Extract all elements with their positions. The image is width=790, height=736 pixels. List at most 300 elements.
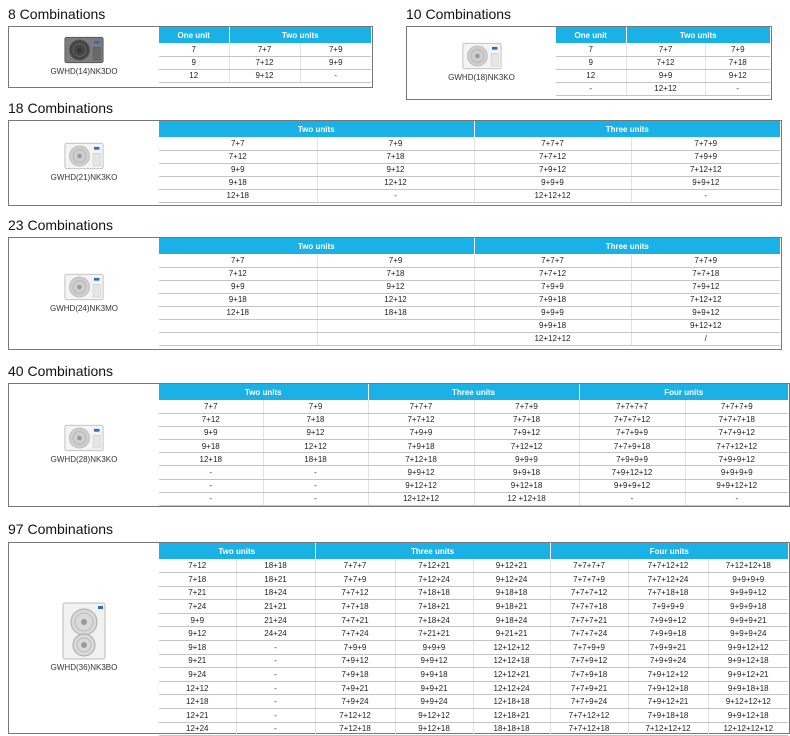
combination-cell: 7+9	[705, 43, 770, 56]
combination-cell: 7+12+21	[395, 559, 473, 573]
combination-cell: 7+7+7+24	[550, 627, 628, 641]
combination-cell: 7+9+12	[474, 163, 631, 176]
model-name: GWHD(18)NK3KO	[448, 73, 515, 82]
combination-cell: 12	[159, 69, 229, 82]
column-group-header: Three units	[315, 543, 550, 559]
combination-cell: 18+24	[236, 586, 315, 600]
combination-cell: 9+9+18	[474, 319, 631, 332]
combination-cell: 9+9+12+12	[685, 479, 788, 492]
combination-cell: 7+9+9+9	[579, 453, 685, 466]
combination-cell: 9+9+12	[631, 306, 780, 319]
table-row	[159, 466, 788, 479]
outdoor-unit-icon	[9, 273, 159, 301]
table-row	[159, 69, 371, 82]
combination-cell: 7+7+9	[474, 400, 579, 413]
combination-cell: 9+12+21	[473, 559, 550, 573]
combination-cell: 7+9+12+18	[628, 681, 708, 695]
combination-cell: 9+9+12	[368, 466, 474, 479]
combination-cell: 9+21	[159, 654, 236, 668]
combination-cell: 9+12	[705, 69, 770, 82]
unit-panel	[9, 543, 159, 733]
column-group-header: Three units	[474, 238, 780, 254]
table-row	[159, 56, 371, 69]
combination-cell: 7+7+12	[315, 586, 395, 600]
combination-cell: 9+12	[317, 280, 474, 293]
combination-cell: -	[236, 641, 315, 655]
combination-cell: 9+21+21	[473, 627, 550, 641]
combination-cell: -	[263, 492, 368, 505]
combination-cell: 7+7+12+12	[685, 440, 788, 453]
combination-cell: 7+7+18	[474, 413, 579, 426]
table-row	[159, 332, 780, 345]
table-row	[159, 492, 788, 505]
combination-cell: -	[236, 668, 315, 682]
combination-cell: 7+9+9+12	[685, 453, 788, 466]
combination-cell: 9+9	[159, 280, 317, 293]
combination-cell: 7+7+7+7	[579, 400, 685, 413]
combination-cell: 7+7+7+18	[685, 413, 788, 426]
combination-cell: -	[159, 492, 263, 505]
table-row	[159, 668, 788, 682]
section-title: 40 Combinations	[8, 363, 114, 379]
column-group-header: One unit	[159, 27, 229, 43]
combination-cell: 12+12+24	[473, 681, 550, 695]
combination-cell: 7+7+7+12	[550, 586, 628, 600]
section-title: 97 Combinations	[8, 521, 114, 537]
table-row	[159, 319, 780, 332]
table-row	[159, 163, 780, 176]
combination-cell: 12+12+12	[474, 189, 631, 202]
combination-block	[406, 26, 772, 100]
header-row	[159, 27, 371, 43]
table-row	[159, 709, 788, 723]
combination-cell: 9+9+9+24	[708, 627, 788, 641]
combination-cell: 7+12	[159, 559, 236, 573]
combination-cell: 9+9+18	[395, 668, 473, 682]
header-row	[556, 27, 770, 43]
combination-cell: 7+9+9+24	[628, 654, 708, 668]
combination-cell: 7+9	[317, 137, 474, 150]
combination-cell: 7+12+12	[474, 440, 579, 453]
table-row	[556, 82, 770, 95]
combination-cell: 7+7+9+12	[550, 654, 628, 668]
table-row	[159, 627, 788, 641]
combination-cell: 9+18	[159, 293, 317, 306]
table-row	[159, 400, 788, 413]
combination-cell: 12	[556, 69, 626, 82]
combination-cell: 21+24	[236, 613, 315, 627]
combination-cell: 7+7+9+18	[579, 440, 685, 453]
combination-cell: 7+9+9+9	[628, 600, 708, 614]
combination-cell: 7+12+18	[368, 453, 474, 466]
combination-cell: 7+7	[626, 43, 705, 56]
combination-cell: 9+9+9+12	[708, 586, 788, 600]
table-row	[159, 43, 371, 56]
combination-cell: 12+12	[317, 176, 474, 189]
combination-cell: 9+12+24	[473, 573, 550, 587]
table-row	[159, 559, 788, 573]
combination-cell: 7+12+12+12	[628, 722, 708, 736]
combination-cell: 7+7	[229, 43, 300, 56]
table-row	[159, 600, 788, 614]
unit-panel	[9, 384, 159, 506]
combination-cell: 7+7+9	[631, 137, 780, 150]
unit-panel	[407, 27, 556, 99]
combination-cell: 7+7+24	[315, 627, 395, 641]
combination-cell: 7+9+12	[315, 654, 395, 668]
combination-cell: -	[236, 654, 315, 668]
combination-cell: 7+7+18+18	[628, 586, 708, 600]
section-title: 8 Combinations	[8, 6, 106, 22]
combination-block	[8, 120, 782, 206]
combination-cell: 24+24	[236, 627, 315, 641]
combination-cell: 7+12	[229, 56, 300, 69]
combination-block	[8, 542, 790, 734]
combination-cell: 7+9+18	[368, 440, 474, 453]
combination-cell: 7+7+7+18	[550, 600, 628, 614]
table-row	[159, 440, 788, 453]
model-name: GWHD(14)NK3DO	[50, 67, 118, 76]
combination-cell: 9	[159, 56, 229, 69]
combination-cell	[159, 332, 317, 345]
table-row	[556, 43, 770, 56]
combination-cell: /	[631, 332, 780, 345]
combination-cell: 7+7+18	[631, 267, 780, 280]
combination-cell: 9	[556, 56, 626, 69]
combination-cell: 12+12+12	[474, 332, 631, 345]
combination-cell: 9+9	[300, 56, 371, 69]
combination-cell: 9+9	[159, 163, 317, 176]
combination-cell: 21+21	[236, 600, 315, 614]
combination-cell: 7+18	[317, 267, 474, 280]
section-title: 23 Combinations	[8, 217, 114, 233]
column-group-header: Four units	[579, 384, 788, 400]
table-row	[159, 254, 780, 267]
combination-block	[8, 237, 782, 350]
combination-cell: 9+9+18+18	[708, 681, 788, 695]
combination-cell: 7+7+9+24	[550, 695, 628, 709]
combination-cell: 9+9	[626, 69, 705, 82]
combination-cell: 7+7+7	[315, 559, 395, 573]
header-row	[159, 384, 788, 400]
column-group-header: One unit	[556, 27, 626, 43]
combination-cell: 18+18+18	[473, 722, 550, 736]
combination-cell: -	[236, 695, 315, 709]
combination-table	[159, 27, 371, 83]
combination-cell: 7+7+9+9	[550, 641, 628, 655]
combination-cell: 9+9+12	[395, 654, 473, 668]
combination-cell: 7+9+12+12	[579, 466, 685, 479]
combination-cell: 9+9+9	[474, 176, 631, 189]
combination-cell: 9+9+9	[395, 641, 473, 655]
combination-cell: 12+12	[626, 82, 705, 95]
combination-cell: 7+9+24	[315, 695, 395, 709]
table-row	[159, 137, 780, 150]
combination-cell: 9+9+9	[474, 306, 631, 319]
combination-cell: 7+9	[300, 43, 371, 56]
combination-cell: 7+7+9+12	[685, 426, 788, 439]
table-row	[159, 267, 780, 280]
combination-cell: -	[579, 492, 685, 505]
combination-cell: 7+7	[159, 400, 263, 413]
combination-cell: 7+24	[159, 600, 236, 614]
combination-cell: 9+9+12+21	[708, 668, 788, 682]
combination-cell: 12+18	[159, 453, 263, 466]
table-row	[159, 150, 780, 163]
combination-cell: 7+12	[159, 413, 263, 426]
combination-cell: 9+9+9+9	[708, 573, 788, 587]
combination-cell: 7+9	[263, 400, 368, 413]
table-row	[159, 586, 788, 600]
combination-cell: 9+18	[159, 176, 317, 189]
combination-cell: -	[159, 479, 263, 492]
combination-cell: -	[631, 189, 780, 202]
combination-cell: 18+21	[236, 573, 315, 587]
combination-cell: 7+7+18	[315, 600, 395, 614]
combination-cell: 9+9+12+12	[708, 641, 788, 655]
combination-cell: 7+7+21	[315, 613, 395, 627]
section-title: 18 Combinations	[8, 100, 114, 116]
combination-cell: 9+9+9	[474, 453, 579, 466]
combination-table	[556, 27, 770, 96]
combination-cell: 12+12	[317, 293, 474, 306]
combination-cell: 9+12+12	[368, 479, 474, 492]
table-row	[159, 695, 788, 709]
combination-cell: 12+24	[159, 722, 236, 736]
unit-panel	[9, 27, 159, 87]
combination-cell: 7+12+12+18	[708, 559, 788, 573]
column-group-header: Two units	[159, 543, 315, 559]
combination-cell: 9+9	[159, 426, 263, 439]
combination-cell: 7+7+7	[474, 254, 631, 267]
combination-cell: -	[263, 479, 368, 492]
outdoor-unit-icon	[407, 42, 556, 70]
combination-cell: 7+9+18+18	[628, 709, 708, 723]
unit-panel	[9, 238, 159, 349]
combination-cell: 12+18	[159, 695, 236, 709]
table-row	[159, 681, 788, 695]
combination-cell: 9+9+9+21	[708, 613, 788, 627]
combination-cell: -	[263, 466, 368, 479]
combination-cell: 12+18	[159, 189, 317, 202]
column-group-header: Two units	[159, 238, 474, 254]
combination-cell: 7+21+21	[395, 627, 473, 641]
combination-cell: 7+9+9+12	[628, 613, 708, 627]
combination-cell: 9+12+12+12	[708, 695, 788, 709]
header-row	[159, 121, 780, 137]
combination-block	[8, 383, 790, 507]
combination-cell: 9+9	[159, 613, 236, 627]
combination-cell: 7+18	[263, 413, 368, 426]
table-row	[159, 293, 780, 306]
table-row	[159, 280, 780, 293]
combination-cell: 7+7+9+9	[579, 426, 685, 439]
unit-panel	[9, 121, 159, 205]
combination-cell: 7+9+9	[474, 280, 631, 293]
combination-cell: 7+18+24	[395, 613, 473, 627]
combination-cell: 7+7+12	[474, 267, 631, 280]
combination-block	[8, 26, 373, 88]
combination-cell: 12+12+21	[473, 668, 550, 682]
combination-cell: -	[236, 722, 315, 736]
combination-cell: 7+7+9	[315, 573, 395, 587]
combination-cell: 7+18+18	[395, 586, 473, 600]
combination-cell: 9+9+24	[395, 695, 473, 709]
combination-cell: 7+7+7+7	[550, 559, 628, 573]
header-row	[159, 543, 788, 559]
combination-cell: 7+9	[317, 254, 474, 267]
combination-cell: 7+12+24	[395, 573, 473, 587]
combination-cell: 9+18	[159, 641, 236, 655]
table-row	[159, 306, 780, 319]
combination-cell: 7	[556, 43, 626, 56]
combination-cell: 12+12+12	[368, 492, 474, 505]
combination-cell: 7+12	[159, 150, 317, 163]
combination-cell: 7+12+12	[631, 293, 780, 306]
combination-cell: 7+9+9+21	[628, 641, 708, 655]
combination-cell: -	[685, 492, 788, 505]
column-group-header: Three units	[474, 121, 780, 137]
combination-cell: 9+12	[317, 163, 474, 176]
combination-cell: 7+7+9+18	[550, 668, 628, 682]
combination-cell	[317, 332, 474, 345]
model-name: GWHD(36)NK3BO	[50, 663, 118, 672]
combination-cell: 7+9+21	[315, 681, 395, 695]
combination-cell: 7+7+12	[474, 150, 631, 163]
combination-table	[159, 121, 780, 203]
table-row	[159, 413, 788, 426]
header-row	[159, 238, 780, 254]
combination-table	[159, 238, 780, 346]
combination-cell: 7+9+9	[315, 641, 395, 655]
combination-cell: 7+7+7+9	[685, 400, 788, 413]
combination-cell: 9+9+21	[395, 681, 473, 695]
combination-cell: 7+12+12	[631, 163, 780, 176]
combination-cell: 9+9+9+12	[579, 479, 685, 492]
combination-cell: 7+18	[159, 573, 236, 587]
combination-cell: -	[236, 709, 315, 723]
combination-cell: 12+12+12	[473, 641, 550, 655]
combination-cell: 9+9+9+9	[685, 466, 788, 479]
combination-cell: 12+18+18	[473, 695, 550, 709]
combination-cell	[159, 319, 317, 332]
combination-cell: 7	[159, 43, 229, 56]
outdoor-unit-dark-icon	[9, 36, 159, 64]
combination-cell: 7+12+12	[315, 709, 395, 723]
combination-cell: 7+7+7	[368, 400, 474, 413]
combination-cell: 9+9+12	[631, 176, 780, 189]
table-row	[159, 189, 780, 202]
combination-cell: 7+21	[159, 586, 236, 600]
combination-cell: 7+18	[705, 56, 770, 69]
combination-cell: -	[159, 466, 263, 479]
table-row	[159, 426, 788, 439]
combination-cell: 12+18+21	[473, 709, 550, 723]
table-row	[556, 69, 770, 82]
combination-cell: 9+9+12+18	[708, 709, 788, 723]
combination-table	[159, 384, 788, 506]
combination-cell: 7+18+21	[395, 600, 473, 614]
outdoor-unit-large-icon	[9, 602, 159, 660]
combination-cell: -	[236, 681, 315, 695]
combination-cell: 9+12+12	[631, 319, 780, 332]
combination-cell: 7+7+7+21	[550, 613, 628, 627]
combination-cell: 7+7+12+12	[628, 559, 708, 573]
combination-cell: 7+7+9	[631, 254, 780, 267]
model-name: GWHD(28)NK3KO	[50, 455, 118, 464]
combination-cell: 7+18	[317, 150, 474, 163]
combination-cell: -	[317, 189, 474, 202]
table-row	[159, 641, 788, 655]
combination-cell: 12+12	[263, 440, 368, 453]
combination-cell: 7+12	[159, 267, 317, 280]
column-group-header: Two units	[159, 121, 474, 137]
table-row	[159, 176, 780, 189]
combination-table	[159, 543, 788, 736]
combination-cell: 7+12+18	[315, 722, 395, 736]
column-group-header: Two units	[626, 27, 770, 43]
combination-cell: 9+9+12+18	[708, 654, 788, 668]
combination-cell: 9+18+24	[473, 613, 550, 627]
combination-cell: 7+12	[626, 56, 705, 69]
combination-cell: 7+9+18	[474, 293, 631, 306]
column-group-header: Three units	[368, 384, 579, 400]
combination-cell: 12 +12+18	[474, 492, 579, 505]
combination-cell: 7+9+12	[631, 280, 780, 293]
table-row	[159, 613, 788, 627]
combination-cell: 9+12+18	[395, 722, 473, 736]
combination-cell: 9+12+12	[395, 709, 473, 723]
combination-cell: 7+9+9	[631, 150, 780, 163]
combination-cell: 9+9+9+18	[708, 600, 788, 614]
combination-cell: 7+7+7+9	[550, 573, 628, 587]
combination-cell: 12+12+12+12	[708, 722, 788, 736]
combination-cell: 9+18+18	[473, 586, 550, 600]
column-group-header: Four units	[550, 543, 788, 559]
combination-cell: 7+7+9+21	[550, 681, 628, 695]
combination-cell	[317, 319, 474, 332]
combination-cell: 7+7+12+12	[550, 709, 628, 723]
table-row	[159, 654, 788, 668]
combination-cell: 18+18	[263, 453, 368, 466]
column-group-header: Two units	[229, 27, 371, 43]
table-row	[159, 573, 788, 587]
column-group-header: Two units	[159, 384, 368, 400]
combination-cell: 9+18	[159, 440, 263, 453]
combination-cell: 7+7+12	[368, 413, 474, 426]
combination-cell: -	[705, 82, 770, 95]
combination-cell: 9+24	[159, 668, 236, 682]
combination-cell: 7+9+9	[368, 426, 474, 439]
model-name: GWHD(24)NK3MO	[49, 303, 118, 313]
combination-cell: 9+9+18	[474, 466, 579, 479]
combination-cell: 7+7+12+24	[628, 573, 708, 587]
combination-cell: 7+9+12+12	[628, 668, 708, 682]
combination-cell: 9+12	[263, 426, 368, 439]
combination-cell: 12+21	[159, 709, 236, 723]
combination-cell: 12+12+18	[473, 654, 550, 668]
combination-cell: -	[556, 82, 626, 95]
outdoor-unit-icon	[9, 424, 159, 452]
combination-cell: -	[300, 69, 371, 82]
combination-cell: 12+18	[159, 306, 317, 319]
combination-cell: 18+18	[317, 306, 474, 319]
combination-cell: 7+7+12+18	[550, 722, 628, 736]
combination-cell: 7+9+12	[474, 426, 579, 439]
combination-cell: 7+7	[159, 254, 317, 267]
table-row	[556, 56, 770, 69]
combination-cell: 7+9+12+21	[628, 695, 708, 709]
